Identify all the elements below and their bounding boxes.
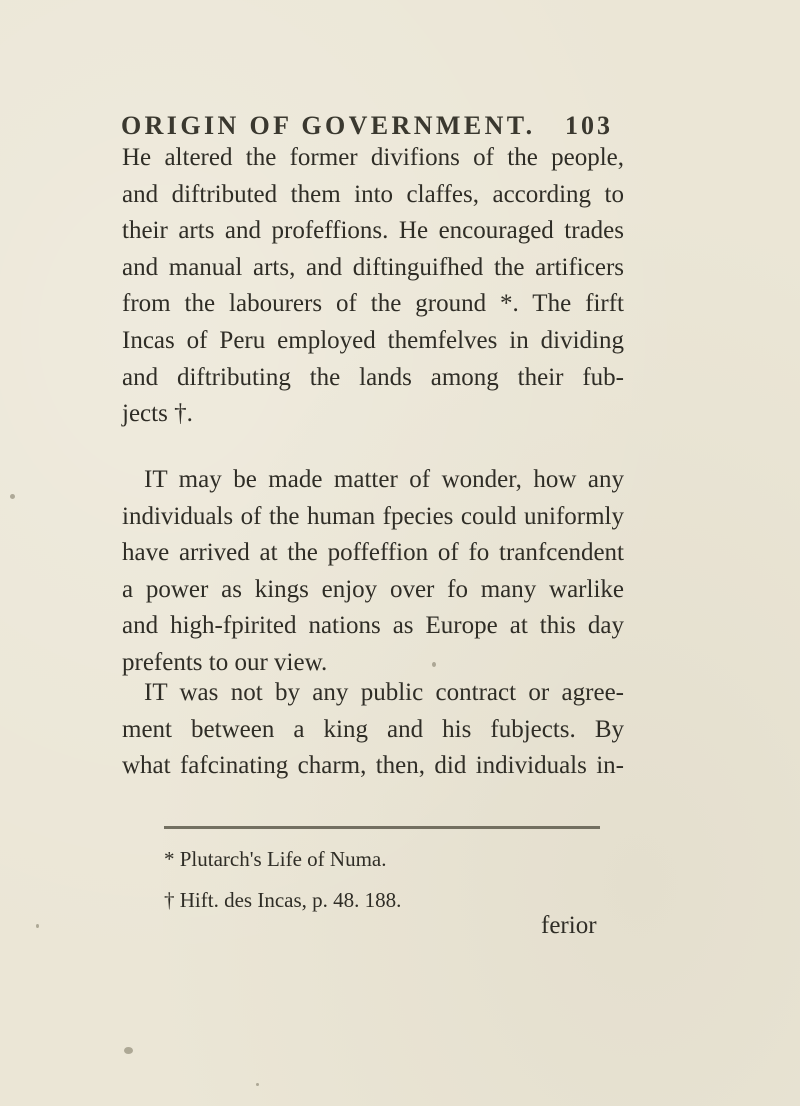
paper-speck <box>256 1083 259 1086</box>
text-line: and manual arts, and diftinguifhed the artificers <box>122 253 624 281</box>
catchword: ferior <box>541 912 597 939</box>
text-line: prefents to our view. <box>122 648 328 676</box>
text-line: from the labourers of the ground *. The firft <box>122 290 624 318</box>
paper-speck <box>10 494 15 499</box>
footnote-2: † Hift. des Incas, p. 48. 188. <box>164 888 402 912</box>
text-line: IT was not by any public contract or agree- <box>144 679 624 706</box>
footnote-1: * Plutarch's Life of Numa. <box>164 847 387 871</box>
text-line: have arrived at the poffeffion of fo tranfcendent <box>122 539 624 567</box>
text-line: individuals of the human fpecies could uniformly <box>122 502 624 530</box>
paragraph-2 <box>122 462 624 682</box>
paper-speck <box>36 924 39 928</box>
page-number: 103 <box>565 111 613 140</box>
text-line: and diftributed them into claffes, according to <box>122 180 624 208</box>
text-line: and high-fpirited nations as Europe at this day <box>122 612 624 640</box>
paragraph-1 <box>122 140 624 433</box>
text-line: their arts and profeffions. He encouraged trades <box>122 217 624 245</box>
text-line: and diftributing the lands among their fub- <box>122 363 624 391</box>
text-line: what fafcinating charm, then, did individuals in- <box>122 752 624 780</box>
paper-speck <box>124 1047 133 1054</box>
running-head: ORIGIN OF GOVERNMENT. <box>121 111 536 140</box>
text-line: jects †. <box>122 400 193 428</box>
text-line: He altered the former divifions of the people, <box>122 144 624 171</box>
paragraph-3 <box>122 675 624 785</box>
text-line: a power as kings enjoy over fo many warlike <box>122 575 624 603</box>
paper-speck <box>432 662 436 667</box>
text-line: Incas of Peru employed themfelves in dividing <box>122 326 624 354</box>
text-line: IT may be made matter of wonder, how any <box>144 466 624 493</box>
text-line: ment between a king and his fubjects. By <box>122 715 624 743</box>
footnote-divider <box>164 826 600 829</box>
